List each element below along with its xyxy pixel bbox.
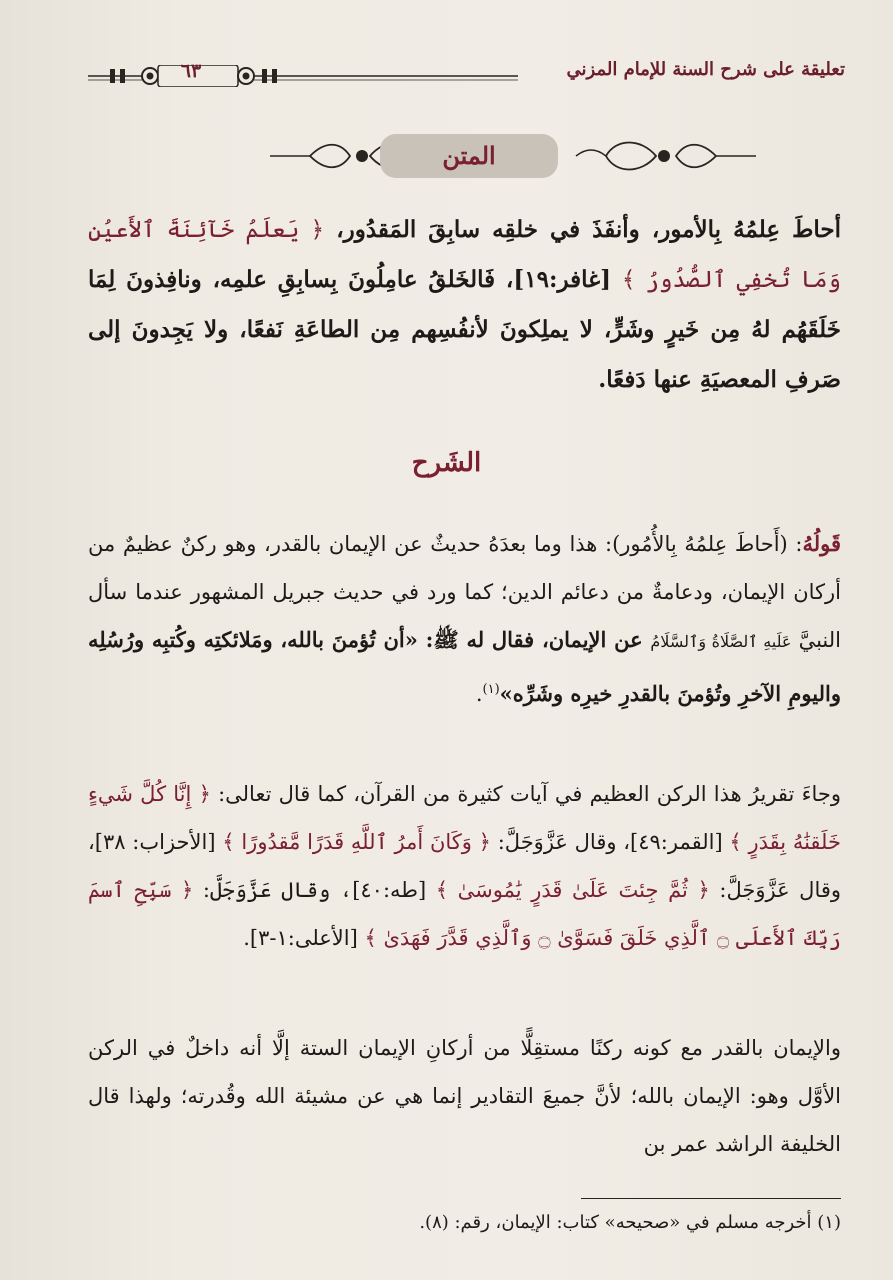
paragraph-1-part-1: : (أَحاطَ عِلمُهُ بِالأُمُور): هذا وما بعدَهُ حديثٌ عن الإيمان بالقدر، وهو ركنٌ عظيمٌ من أركان الإيمان، ودعامةٌ من دعائم الدين؛ كما ورد في حديث جبريل المشهور عندما سأل النبيَّ: [88, 532, 841, 652]
quran-verse-qamar: ﴿ إِنَّا كُلَّ شَيءٍ خَلَقنَٰهُ بِقَدَرٍ ﴾: [88, 782, 841, 854]
reference-qamar: [القمر:٤٩]، وقال عَزَّوَجَلَّ:: [490, 830, 730, 854]
running-header-title: تعليقة على شرح السنة للإمام المزني: [566, 59, 845, 80]
matn-heading-banner: [0, 130, 893, 188]
reference-ahzab: [الأحزاب: ٣٨]، وقال عَزَّوَجَلَّ:: [88, 830, 842, 902]
footnote-divider: [581, 1198, 841, 1199]
matn-heading: المتن: [380, 134, 558, 178]
running-header: [88, 55, 845, 95]
matn-text-part-2: [غافر:١٩]، فَالخَلقُ عامِلُونَ بِسابِقِ علمِه، ونافِذونَ لِمَا خَلَقَهُم لهُ مِن خَيرٍ وشَرٍّ، لا يملِكونَ لأنفُسِهم مِن الطاعَةِ نَفعًا، ولا يَجِدونَ إلى صَرفِ المعصيَةِ عنها دَفعًا.: [88, 266, 841, 393]
footnote-1: (١) أخرجه مسلم في «صحيحه» كتاب: الإيمان، رقم: (٨).: [419, 1212, 841, 1233]
reference-taha: [طه:٤٠]، وقال عَزَّوَجَلَّ:: [193, 878, 436, 902]
page-number: ٦٣: [180, 60, 202, 82]
qawluhu-marker: قَولُهُ: [802, 531, 841, 556]
sharh-paragraph-1: [88, 520, 841, 718]
salawat-formula: عَلَيهِ ٱلصَّلَاةُ وَٱلسَّلَامُ: [650, 632, 792, 651]
paragraph-1-end: .: [475, 682, 483, 706]
quran-verse-ghafir: ﴿ يَعلَمُ خَآئِنَةَ ٱلأَعيُنِ وَمَا تُخفِي ٱلصُّدُورُ ﴾: [88, 217, 841, 293]
hadith-jibril-quote: عن الإيمان، فقال له ﷺ: «أن تُؤمنَ بالله، ومَلائكتِه وكُتبِه ورُسُلِه واليومِ الآخرِ وتُؤمنَ بالقدرِ خيرِه وشَرِّه»: [88, 627, 841, 706]
sharh-paragraph-3: والإيمان بالقدر مع كونه ركنًا مستقِلًّا من أركانِ الإيمان الستة إلَّا أنه داخلٌ في الركن الأوَّل وهو: الإيمان بالله؛ لأنَّ جميعَ التقادير إنما هي عن مشيئة الله وقُدرته؛ ولهذا قال الخليفة الراشد عمر بن: [88, 1036, 841, 1156]
matn-text-part-1: أحاطَ عِلمُهُ بِالأمور، وأنفَذَ في خلقِه سابِقَ المَقدُور،: [324, 216, 841, 243]
quran-verse-ahzab: ﴿ وَكَانَ أَمرُ ٱللَّهِ قَدَرًا مَّقدُورًا ﴾: [222, 830, 491, 854]
sharh-paragraph-2: [88, 770, 841, 962]
right-arabesque-ornament: [568, 136, 756, 176]
sharh-heading: الشَرح: [411, 448, 482, 478]
matn-text: [88, 205, 841, 405]
paragraph-2-intro: وجاءَ تقريرُ هذا الركن العظيم في آيات كثيرة من القرآن، كما قال تعالى:: [210, 782, 841, 806]
quran-verse-taha: ﴿ ثُمَّ جِئتَ عَلَىٰ قَدَرٍ يَٰمُوسَىٰ ﴾: [435, 878, 710, 902]
footnote-reference-1[interactable]: (١): [482, 682, 500, 697]
quran-verse-ala: ﴿ سَبِّحِ ٱسمَ رَبِّكَ ٱلأَعلَى ۝ ٱلَّذِي خَلَقَ فَسَوَّىٰ ۝ وَٱلَّذِي قَدَّرَ فَهَدَىٰ ﴾: [88, 878, 841, 950]
reference-ala: [الأعلى:١-٣].: [243, 926, 365, 950]
